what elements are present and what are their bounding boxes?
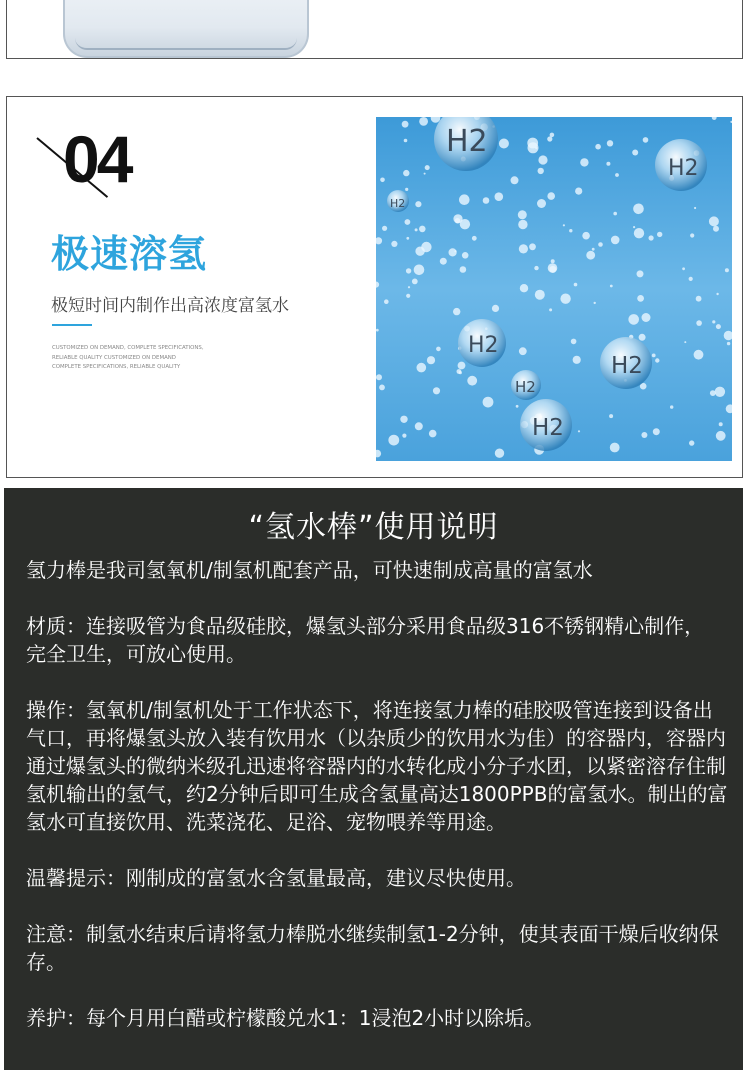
- small-bubble: [560, 294, 570, 304]
- small-bubble: [713, 226, 719, 232]
- small-bubble: [529, 243, 536, 250]
- small-bubble: [594, 302, 596, 304]
- small-text-line: RELIABLE QUALITY CUSTOMIZED ON DEMAND: [52, 354, 176, 361]
- feature-subtitle: 极短时间内制作出高浓度富氢水: [51, 296, 289, 316]
- small-bubble: [690, 233, 694, 237]
- h2-bubble: [458, 319, 506, 367]
- small-bubble: [642, 313, 651, 322]
- svg-text:H2: H2: [468, 333, 499, 358]
- accent-divider: [52, 324, 92, 326]
- small-bubble: [511, 176, 519, 184]
- small-bubble: [391, 241, 397, 247]
- small-bubble: [634, 228, 644, 238]
- small-bubble: [518, 210, 527, 219]
- small-bubble: [408, 286, 410, 288]
- small-bubble: [610, 443, 620, 453]
- small-bubble: [716, 431, 726, 441]
- small-bubble: [380, 178, 385, 183]
- h2-bubble: [600, 337, 652, 389]
- small-bubble: [406, 268, 411, 273]
- small-bubble: [404, 139, 408, 143]
- small-bubble: [419, 226, 426, 233]
- small-bubble: [379, 385, 385, 391]
- instructions-panel: [4, 488, 743, 1070]
- small-bubble: [689, 277, 693, 281]
- small-bubble: [406, 294, 410, 298]
- small-bubble: [462, 252, 469, 259]
- h2-bubble: [387, 190, 409, 212]
- small-bubble: [424, 173, 426, 175]
- small-bubble: [580, 158, 588, 166]
- small-bubble: [547, 136, 552, 141]
- svg-text:H2: H2: [611, 353, 643, 379]
- small-bubble: [641, 432, 647, 438]
- small-bubble: [611, 236, 620, 245]
- small-bubble: [632, 150, 638, 156]
- small-bubble: [425, 165, 430, 170]
- small-bubble: [696, 320, 702, 326]
- small-bubble: [417, 363, 427, 373]
- small-bubble: [657, 232, 662, 237]
- small-bubble: [400, 416, 407, 423]
- small-bubble: [388, 435, 399, 446]
- small-bubble: [535, 290, 545, 300]
- small-bubble: [582, 232, 590, 240]
- small-bubble: [609, 414, 613, 418]
- instruction-paragraph: 材质：连接吸管为食品级硅胶，爆氢头部分采用食品级316不锈钢精心制作， 完全卫生，可放心使用。: [26, 614, 705, 666]
- instructions-title: “氢水棒”使用说明: [248, 510, 499, 545]
- small-bubble: [549, 308, 552, 311]
- small-bubble: [518, 220, 527, 229]
- small-bubble: [520, 284, 528, 292]
- small-bubble: [421, 242, 431, 252]
- feature-number: 04: [63, 122, 131, 196]
- small-bubble: [495, 449, 504, 458]
- small-bubble: [460, 219, 470, 229]
- svg-text:H2: H2: [668, 156, 699, 181]
- small-bubble: [454, 250, 456, 252]
- top-product-panel: [6, 0, 743, 59]
- small-bubble: [551, 259, 555, 263]
- svg-text:H2: H2: [515, 378, 536, 396]
- small-bubble: [384, 299, 389, 304]
- small-bubble: [460, 266, 467, 273]
- small-bubble: [415, 422, 423, 430]
- hydrogen-bubbles-image: [376, 117, 732, 461]
- small-bubble: [547, 192, 555, 200]
- small-bubble: [655, 358, 659, 362]
- small-bubble: [613, 212, 617, 216]
- small-bubble: [595, 144, 601, 150]
- small-bubble: [376, 329, 379, 332]
- svg-text:H2: H2: [390, 197, 406, 210]
- instruction-paragraph: 注意：制氢水结束后请将氢力棒脱水继续制氢1-2分钟，使其表面干燥后收纳保存。: [26, 922, 719, 974]
- small-bubble: [459, 194, 470, 205]
- small-bubble: [574, 283, 578, 287]
- small-bubble: [433, 387, 440, 394]
- small-bubble: [684, 341, 686, 343]
- small-bubble: [573, 356, 581, 364]
- small-bubble: [607, 140, 613, 146]
- small-bubble: [495, 192, 504, 201]
- small-bubble: [633, 226, 635, 228]
- feature-small-text: [52, 344, 232, 373]
- small-bubble: [716, 324, 721, 329]
- small-bubble: [405, 188, 408, 191]
- small-bubble: [649, 235, 654, 240]
- small-bubble: [727, 342, 730, 345]
- small-bubble: [725, 268, 729, 272]
- small-bubble: [449, 248, 457, 256]
- small-bubble: [467, 376, 477, 386]
- small-bubble: [712, 320, 715, 323]
- small-bubble: [519, 347, 527, 355]
- small-bubble: [436, 347, 441, 352]
- small-bubble: [516, 405, 519, 408]
- small-bubble: [537, 199, 546, 208]
- small-bubble: [637, 270, 644, 277]
- svg-text:H2: H2: [532, 415, 564, 441]
- small-bubble: [455, 218, 460, 223]
- feature-title: 极速溶氢: [51, 232, 208, 276]
- small-bubble: [403, 170, 409, 176]
- small-bubble: [652, 354, 656, 358]
- small-bubble: [709, 216, 719, 226]
- feature-panel: [6, 96, 743, 478]
- small-bubble: [538, 168, 544, 174]
- small-bubble: [694, 350, 704, 360]
- instruction-paragraph: 操作：氢氧机/制氢机处于工作状态下，将连接氢力棒的硅胶吸管连接到设备出气口，再将爆氢头放入装有饮用水（以杂质少的饮用水为佳）的容器内，容器内通过爆氢头的微纳米级孔迅速将容器内的水转化成小分子水团，以紧密溶存住制氢机输出的氢气，约2分钟后即可生成含氢量高达1800PPB的富氢水。制出的富氢水可直接饮用、洗菜浇花、足浴、宠物喂养等用途。: [26, 698, 728, 834]
- small-bubble: [457, 369, 462, 374]
- small-bubble: [653, 428, 660, 435]
- small-bubble: [639, 334, 646, 341]
- small-bubble: [534, 266, 538, 270]
- small-bubble: [563, 224, 565, 226]
- small-bubble: [419, 117, 428, 126]
- small-bubble: [682, 267, 685, 270]
- instructions-body: [26, 556, 730, 1060]
- small-bubble: [492, 305, 499, 312]
- small-bubble: [610, 285, 613, 288]
- small-bubble: [615, 173, 619, 177]
- small-bubble: [376, 374, 382, 380]
- small-bubble: [429, 430, 437, 438]
- svg-text:H2: H2: [446, 124, 488, 159]
- small-text-line: COMPLETE SPECIFICATIONS, RELIABLE QUALITY: [52, 364, 181, 371]
- small-bubble: [406, 237, 409, 240]
- small-bubble: [689, 440, 694, 445]
- small-bubble: [549, 266, 556, 273]
- small-bubble: [483, 397, 494, 408]
- small-bubble: [715, 387, 725, 397]
- small-bubble: [519, 244, 528, 253]
- small-bubble: [414, 265, 425, 276]
- small-bubble: [719, 422, 723, 426]
- small-bubble: [538, 155, 547, 164]
- small-bubble: [527, 138, 538, 149]
- small-bubble: [472, 236, 477, 241]
- small-bubble: [402, 121, 409, 128]
- glass-cup-image: [63, 0, 309, 58]
- small-bubble: [483, 197, 490, 204]
- small-bubble: [643, 137, 649, 143]
- small-bubble: [402, 434, 406, 438]
- small-bubble: [440, 258, 447, 265]
- small-bubble: [628, 314, 639, 325]
- small-bubble: [606, 162, 610, 166]
- small-bubble: [637, 295, 644, 302]
- instruction-paragraph: 温馨提示：刚制成的富氢水含氢量最高，建议尽快使用。: [26, 866, 526, 890]
- small-bubble: [578, 430, 580, 432]
- small-bubble: [598, 242, 603, 247]
- small-bubble: [569, 229, 572, 232]
- instruction-paragraph: 养护：每个月用白醋或柠檬酸兑水1：1浸泡2小时以除垢。: [26, 1006, 545, 1030]
- small-bubble: [696, 296, 702, 302]
- instruction-paragraph: 氢力棒是我司氢氧机/制氢机配套产品，可快速制成高量的富氢水: [26, 558, 593, 582]
- small-bubble: [415, 228, 418, 231]
- small-bubble: [412, 279, 418, 285]
- small-bubble: [427, 356, 435, 364]
- small-bubble: [405, 219, 411, 225]
- small-bubble: [592, 248, 595, 251]
- small-text-line: CUSTOMIZED ON DEMAND, COMPLETE SPECIFICATIONS,: [52, 345, 204, 351]
- small-bubble: [670, 405, 673, 408]
- small-bubble: [415, 201, 421, 207]
- small-bubble: [633, 204, 644, 215]
- small-bubble: [694, 207, 696, 209]
- small-bubble: [453, 308, 460, 315]
- small-bubble: [586, 251, 595, 260]
- small-bubble: [499, 139, 509, 149]
- h2-bubble: [520, 399, 572, 451]
- small-bubble: [575, 188, 582, 195]
- small-bubble: [571, 339, 577, 345]
- h2-bubble: [655, 139, 707, 191]
- h2-bubble: [511, 370, 541, 400]
- small-bubble: [382, 226, 387, 231]
- small-bubble: [458, 362, 466, 370]
- small-bubble: [716, 293, 718, 295]
